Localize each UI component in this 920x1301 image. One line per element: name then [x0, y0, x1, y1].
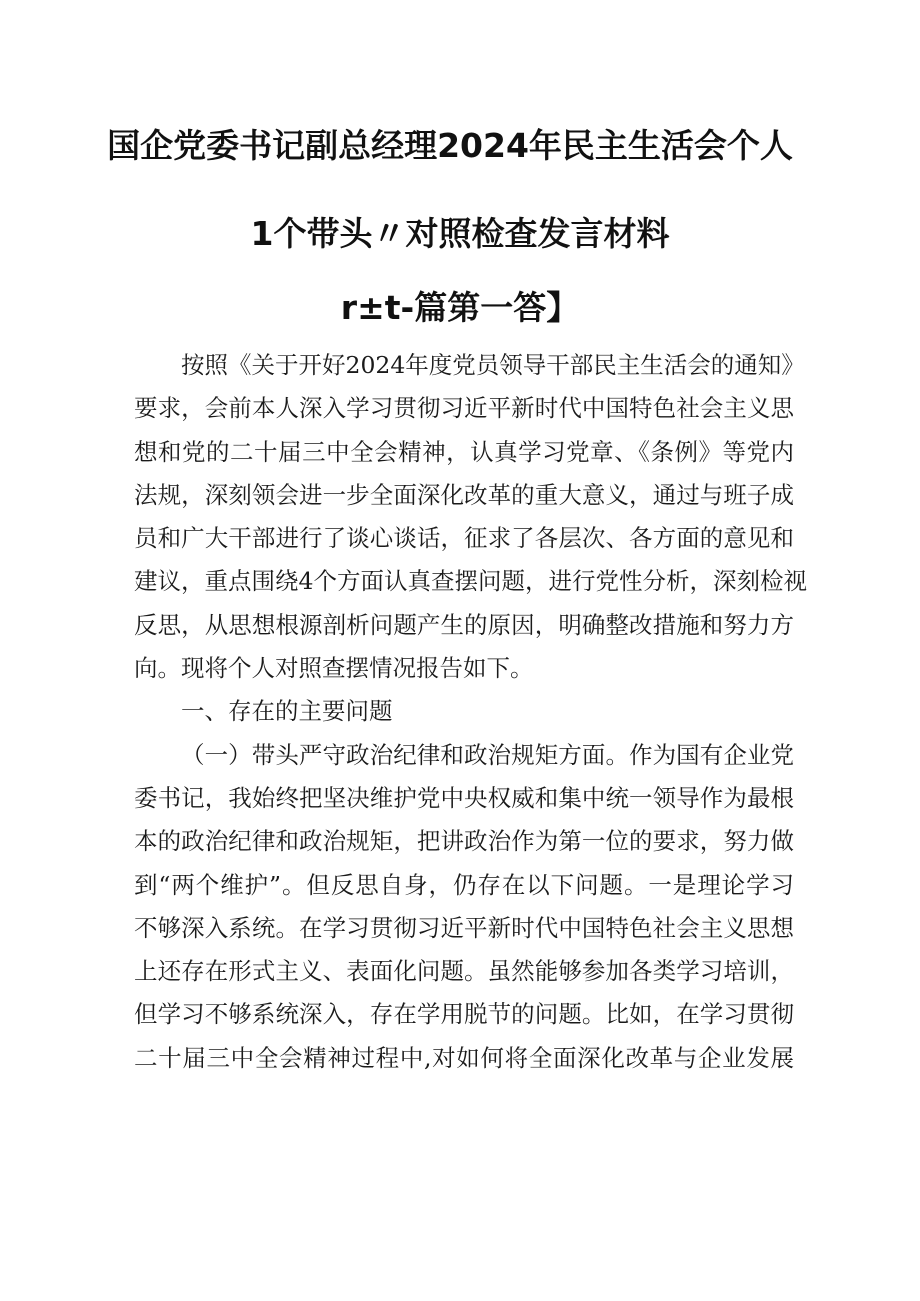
intro-paragraph: [134, 344, 807, 690]
document-title-line-2: 1个带头〃对照检查发言材料: [250, 214, 670, 253]
subsection-paragraph: [134, 734, 794, 1080]
intro-line: 要求，会前本人深入学习贯彻习近平新时代中国特色社会主义思: [134, 394, 794, 423]
subsection-line: 到“两个维护”。但反思自身，仍存在以下问题。一是理论学习: [134, 870, 794, 899]
intro-line: 员和广大干部进行了谈心谈话，征求了各层次、各方面的意见和: [134, 524, 794, 553]
subsection-line: 但学习不够系统深入，存在学用脱节的问题。比如，在学习贯彻: [134, 1000, 794, 1029]
subsection-line: 上还存在形式主义、表面化问题。虽然能够参加各类学习培训，: [134, 957, 794, 986]
document-title-line-3: r±t-篇第一答】: [340, 288, 580, 327]
intro-line: 想和党的二十届三中全会精神，认真学习党章、《条例》等党内: [134, 437, 794, 466]
intro-line: 反思，从思想根源剖析问题产生的原因，明确整改措施和努力方: [134, 610, 794, 639]
subsection-line: 本的政治纪律和政治规矩，把讲政治作为第一位的要求，努力做: [134, 827, 794, 856]
intro-line: 按照《关于开好2024年度党员领导干部民主生活会的通知》: [181, 351, 805, 379]
section-heading: 一、存在的主要问题: [181, 697, 393, 726]
intro-line: 建议，重点围绕4个方面认真查摆问题，进行党性分析，深刻检视: [134, 567, 807, 596]
document-title-line-1: 国企党委书记副总经理2024年民主生活会个人: [107, 126, 793, 165]
subsection-line: 二十届三中全会精神过程中,对如何将全面深化改革与企业发展: [134, 1043, 794, 1072]
subsection-line: 不够深入系统。在学习贯彻习近平新时代中国特色社会主义思想: [134, 913, 794, 942]
subsection-line: 委书记，我始终把坚决维护党中央权威和集中统一领导作为最根: [134, 783, 794, 812]
subsection-line: （一）带头严守政治纪律和政治规矩方面。作为国有企业党: [181, 740, 794, 769]
intro-line: 法规，深刻领会进一步全面深化改革的重大意义，通过与班子成: [134, 480, 794, 509]
intro-line: 向。现将个人对照查摆情况报告如下。: [134, 654, 534, 683]
document-body: [134, 344, 807, 1080]
